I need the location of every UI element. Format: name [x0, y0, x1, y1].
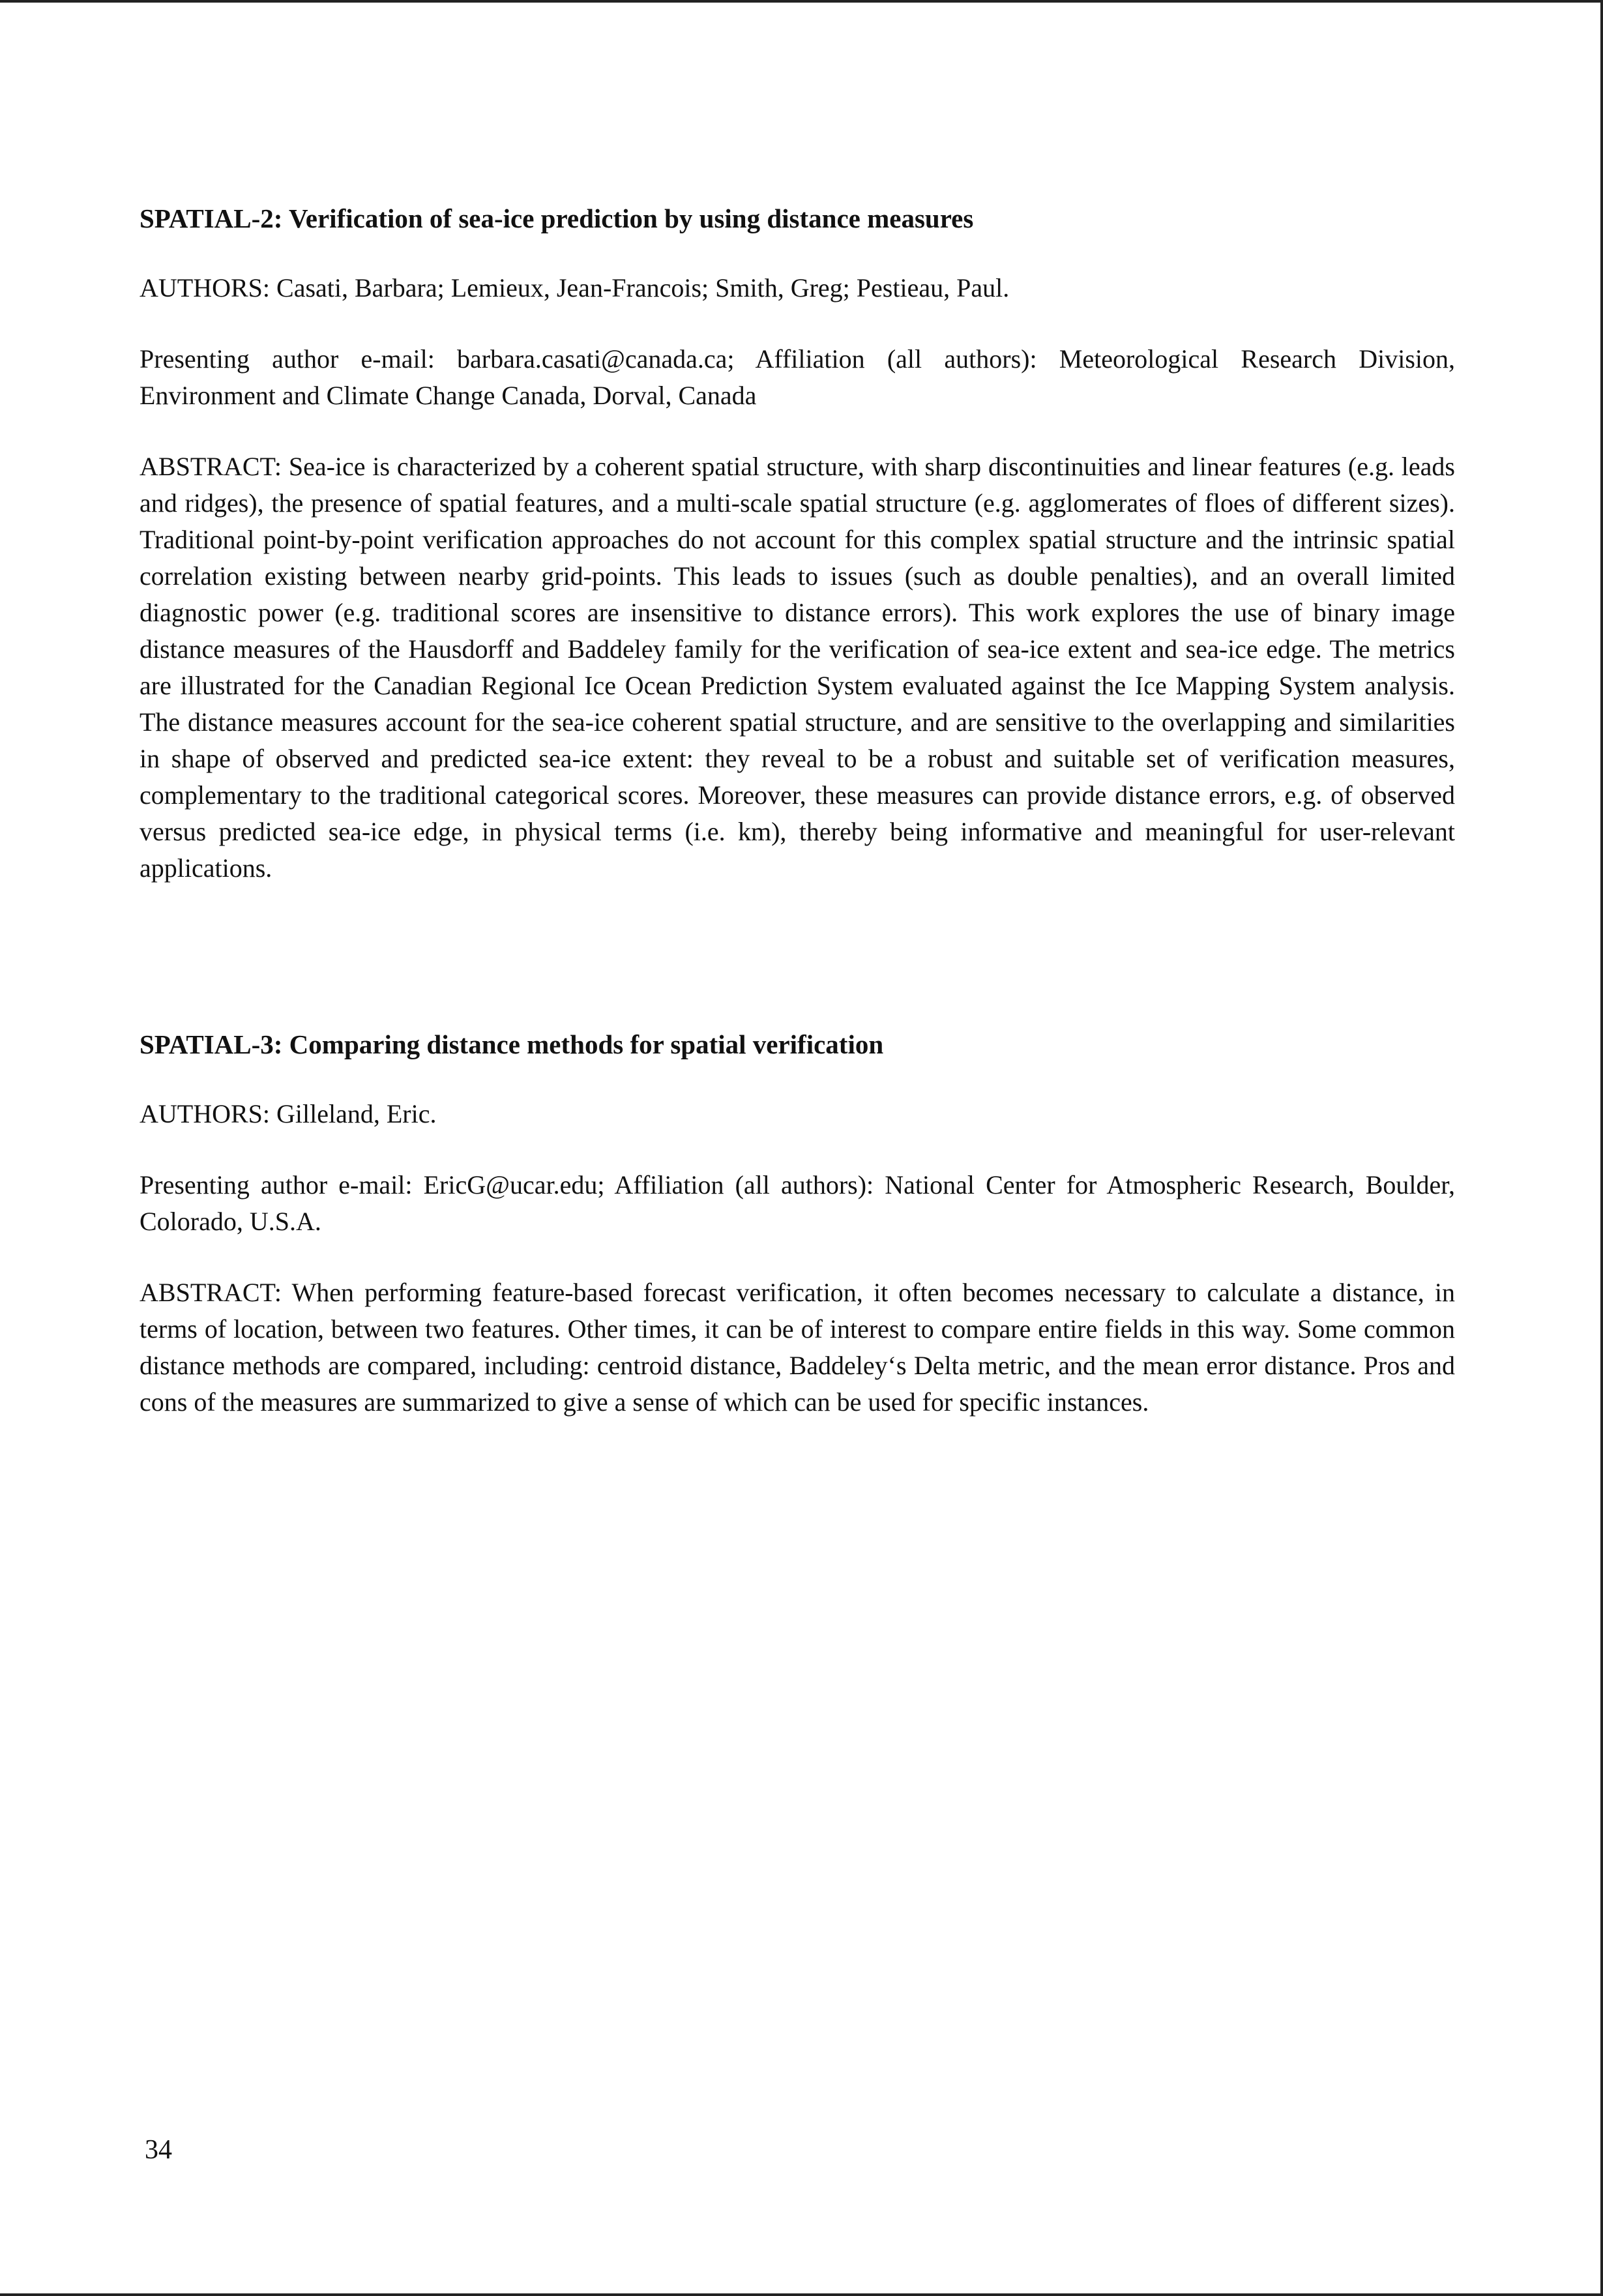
abstract-authors: AUTHORS: Gilleland, Eric. [140, 1099, 437, 1128]
abstract-authors: AUTHORS: Casati, Barbara; Lemieux, Jean-Francois; Smith, Greg; Pestieau, Paul. [140, 273, 1010, 302]
abstract-contact: Presenting author e-mail: barbara.casati@canada.ca; Affiliation (all authors): Meteorological Research Division, Environment and Climate Change Canada, Dorval, Canada [140, 344, 1455, 410]
abstract-spatial-2 [140, 201, 1455, 887]
abstract-contact: Presenting author e-mail: EricG@ucar.edu; Affiliation (all authors): National Center for Atmospheric Research, Boulder, Colorado, U.S.A. [140, 1170, 1455, 1236]
page-number: 34 [145, 2135, 172, 2165]
abstract-body: ABSTRACT: When performing feature-based forecast verification, it often becomes necessary to calculate a distance, in terms of location, between two features. Other times, it can be of interest to compare entire fields in this way. Some common distance methods are compared, including: centroid distance, Baddeley‘s Delta metric, and the mean error distance. Pros and cons of the measures are summarized to give a sense of which can be used for specific instances. [140, 1278, 1455, 1417]
abstract-title: SPATIAL-3: Comparing distance methods for spatial verification [140, 1029, 884, 1059]
abstract-spatial-3 [140, 1027, 1455, 1420]
abstract-body: ABSTRACT: Sea-ice is characterized by a coherent spatial structure, with sharp discontinuities and linear features (e.g. leads and ridges), the presence of spatial features, and a multi-scale spatial structure (e.g. agglomerates of floes of different sizes). Traditional point-by-point verification approaches do not account for this complex spatial structure and the intrinsic spatial correlation existing between nearby grid-points. This leads to issues (such as double penalties), and an overall limited diagnostic power (e.g. traditional scores are insensitive to distance errors). This work explores the use of binary image distance measures of the Hausdorff and Baddeley family for the verification of sea-ice extent and sea-ice edge. The metrics are illustrated for the Canadian Regional Ice Ocean Prediction System evaluated against the Ice Mapping System analysis. The distance measures account for the sea-ice coherent spatial structure, and are sensitive to the overlapping and similarities in shape of observed and predicted sea-ice extent: they reveal to be a robust and suitable set of verification measures, complementary to the traditional categorical scores. Moreover, these measures can provide distance errors, e.g. of observed versus predicted sea-ice edge, in physical terms (i.e. km), thereby being informative and meaningful for user-relevant applications. [140, 452, 1455, 883]
abstract-title: SPATIAL-2: Verification of sea-ice prediction by using distance measures [140, 203, 974, 233]
